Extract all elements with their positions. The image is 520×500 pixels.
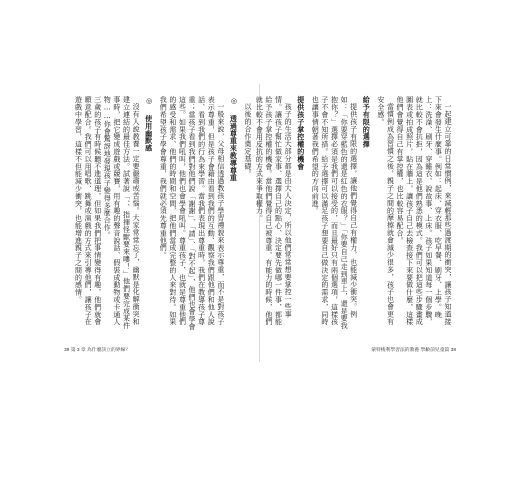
- book-title: 蒙特梭利學習法的教養: [371, 348, 420, 353]
- chapter-label: 第 3 章: [70, 348, 86, 353]
- right-page-footer: [371, 346, 456, 356]
- book-subtitle: 學齡前兒童篇: [420, 348, 450, 353]
- paragraph: 一起建立可靠的日常慣例，來減輕那些過渡期的衝突，讓孩子知道接下來會發生什麼事。例如：起床、穿衣服、吃早餐、刷牙、上學。晚上：洗澡、刷牙、穿睡衣、說故事、上床。孩子如果知道每一個步驟，就比較不會抗拒，因為這是他們熟悉的模式。我們可以把這些步驟畫成圖表或拍成照片，貼在牆上，讓孩子自己去檢查接下來要做什麼，這樣他們會覺得自己有掌控權，也比較容易配合。: [396, 96, 452, 326]
- paragraph: 沒有人說教養一定要嚴肅或苦惱。大家常常忘了，幽默是化解衝突和建立連結的最佳方法。試著說「、、指揮怪獸要來嘍！」他們要完成某件事時，把它變成遊戲或競賽，用有趣的聲音說話、假裝成動物或卡通人物……你會驚訝地發現孩子變得多麼合作。: [103, 96, 141, 330]
- paragraph: 以後的合作奠定基礎。: [244, 103, 252, 177]
- section-heading: ◎ 使用幽默感: [144, 96, 154, 152]
- left-page-footer: [64, 346, 130, 356]
- paragraph: 孩子的生活大部分都是由大人決定，所以他們常常想要掌控一些事情。讓孩子幫忙做家事、選擇自己的點心、決定要先做哪一件事，都能給予孩子掌控權的機會。當他們覺得自己被尊重、有能力的時候，他們就比較不會用反抗的方式來爭取權力。: [255, 96, 293, 326]
- right-page-text: [255, 96, 452, 332]
- left-page-text: [66, 96, 252, 332]
- section-heading: 給予有限的選擇: [362, 96, 372, 148]
- paragraph: 當慣例成為習慣之後，親子之間的摩擦就會減少很多，孩子也會更有安全感。: [376, 96, 395, 325]
- section-heading: ◎ 透過尊重來教導尊重: [229, 96, 239, 182]
- page-number: 38: [450, 348, 456, 353]
- right-page: [255, 84, 462, 362]
- paragraph: 提供孩子有限的選擇，讓他們覺得自己有權力，也能減少衝突。例如：「你要穿藍色的還是紅色的衣服？」「你要自己走到車上，還是要我抱你？」選擇必須是我們可以接受的，而且最好只有兩個選項，這樣孩子不會不知所措。給予選擇可以滿足孩子想要自己做決定的需求，同時也讓事情朝著我們希望的方向前進。: [311, 96, 358, 330]
- chapter-title: 為什麼該立的界線？: [86, 348, 131, 353]
- page-number: 39: [64, 348, 70, 353]
- note-paragraph: 三歲的孩子有時候聽不進道理，但如果我們把事情變得有趣，他們就會願意配合。我們可以用唱歌、跳舞或演戲的方式來引導他們，讓孩子在遊戲中學習，這樣不但能減少衝突，也能增進親子之間的感情。: [74, 96, 102, 326]
- paragraph: 一般來說，父母相信透過教孩子學習禮貌來表示尊重，而不是對孩子表示尊重，但是孩子會藉由看到我們的互動、觀察我們跟他們和他人說話、看到我們的行為來學習。當我們表現出尊重時，我們在教導孩子尊重；當孩子看到我們對他們說「謝謝」、「請」、「對不起」，他們也會學會這些。如果我們吼叫，他們也會學會吼叫。尊重孩子，也就是尊重他們的感受和需求、他們的時間和空間，把他們當成完整的人來對待。如果我們希望孩子學會尊重，我們就必須先尊重他們。: [159, 96, 225, 331]
- book-spread: [58, 84, 462, 362]
- section-heading: 提供孩子掌控權的機會: [296, 96, 306, 170]
- left-page: [58, 84, 260, 362]
